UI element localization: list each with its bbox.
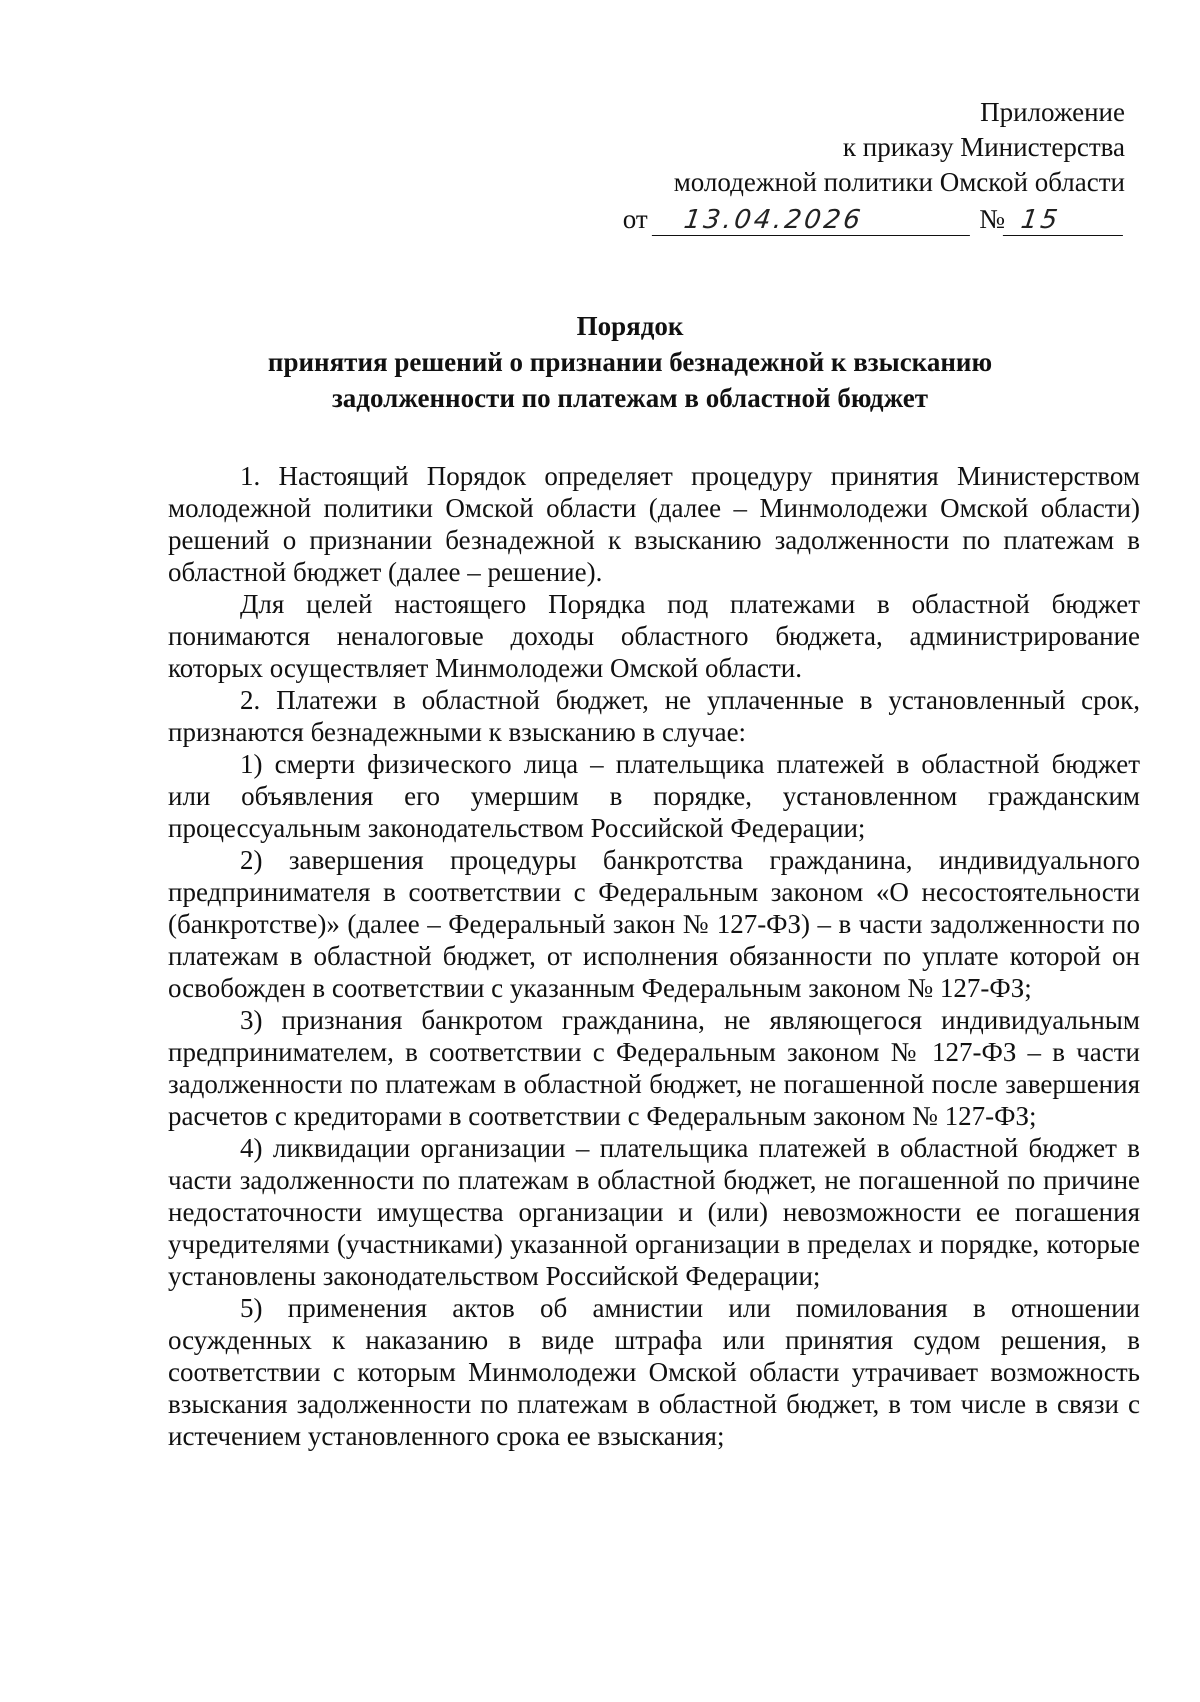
number-prefix: №	[979, 204, 1005, 234]
date-prefix: от	[622, 204, 648, 234]
order-date-handwritten: 13.04.2026	[652, 205, 974, 236]
document-body	[168, 460, 1140, 1452]
order-number-handwritten: 15	[1003, 205, 1127, 236]
list-item-4: 4) ликвидации организации – плательщика платежей в областной бюджет в части задолженности по платежам в областной бюджет, не погашенной по причине недостаточности имущества организации и (или) невозможности ее погашения учредителями (участниками) указанной организации в пределах и порядке, которые установлены законодательством Российской Федерации;	[168, 1133, 1140, 1291]
paragraph-3: 2. Платежи в областной бюджет, не уплаченные в установленный срок, признаются безнадежными к взысканию в случае:	[168, 685, 1140, 747]
appendix-title: Приложение	[980, 97, 1125, 127]
appendix-order-ref: к приказу Министерства	[842, 132, 1125, 162]
title-line-2: принятия решений о признании безнадежной к взысканию	[267, 347, 993, 377]
title-line-3: задолженности по платежам в областной бюджет	[331, 383, 929, 413]
appendix-header	[623, 95, 1125, 237]
list-item-3: 3) признания банкротом гражданина, не являющегося индивидуальным предпринимателем, в соответствии с Федеральным законом № 127-ФЗ – в части задолженности по платежам в областной бюджет, не погашенной после завершения расчетов с кредиторами в соответствии с Федеральным законом № 127-ФЗ;	[168, 1005, 1140, 1131]
title-line-1: Порядок	[576, 311, 684, 341]
list-item-1: 1) смерти физического лица – плательщика платежей в областной бюджет или объявления его умершим в порядке, установленном гражданским процессуальным законодательством Российской Федерации;	[168, 749, 1140, 843]
order-date-number-line	[623, 202, 1125, 237]
list-item-5: 5) применения актов об амнистии или помилования в отношении осужденных к наказанию в виде штрафа или принятия судом решения, в соответствии с которым Минмолодежи Омской области утрачивает возможность взыскания задолженности по платежам в областной бюджет, в том числе в связи с истечением установленного срока ее взыскания;	[168, 1293, 1140, 1451]
paragraph-1: 1. Настоящий Порядок определяет процедуру принятия Министерством молодежной политики Омской области (далее – Минмолодежи Омской области) решений о признании безнадежной к взысканию задолженности по платежам в областной бюджет (далее – решение).	[168, 461, 1140, 587]
document-title	[160, 308, 1100, 416]
list-item-2: 2) завершения процедуры банкротства гражданина, индивидуального предпринимателя в соответствии с Федеральным законом «О несостоятельности (банкротстве)» (далее – Федеральный закон № 127-ФЗ) – в части задолженности по платежам в областной бюджет, от исполнения обязанности по уплате которой он освобожден в соответствии с указанным Федеральным законом № 127-ФЗ;	[168, 845, 1140, 1003]
appendix-ministry: молодежной политики Омской области	[673, 167, 1125, 197]
paragraph-2: Для целей настоящего Порядка под платежами в областной бюджет понимаются неналоговые доходы областного бюджета, администрирование которых осуществляет Минмолодежи Омской области.	[168, 589, 1140, 683]
